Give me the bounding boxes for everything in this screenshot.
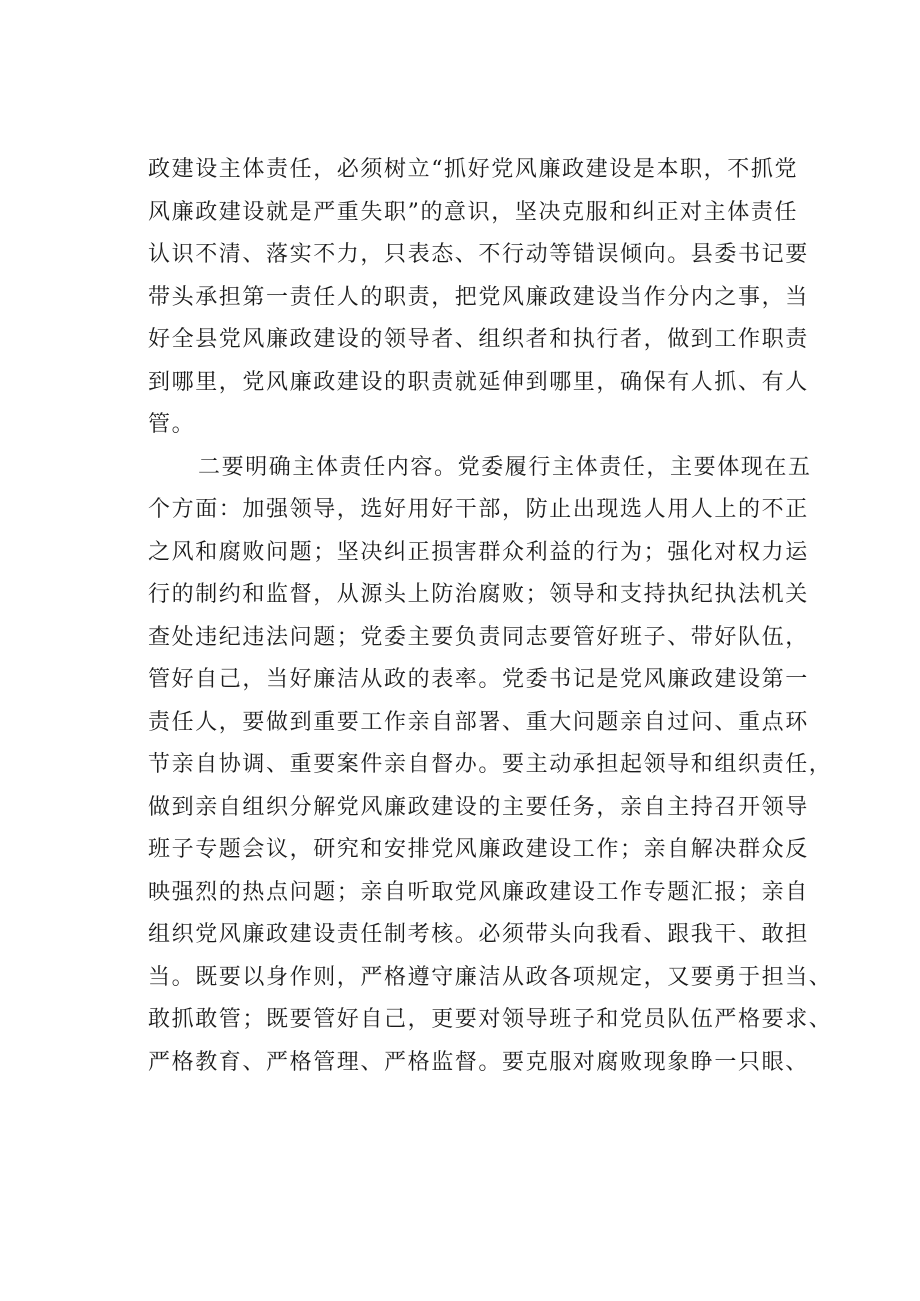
text-line-8-paragraph-start: 二要明确主体责任内容。党委履行主体责任，主要体现在五	[198, 454, 812, 480]
text-line-17: 班子专题会议，研究和安排党风廉政建设工作；亲自解决群众反	[148, 837, 809, 862]
text-line-19: 组织党风廉政建设责任制考核。必须带头向我看、跟我干、敢担	[148, 922, 809, 947]
text-line-1: 政建设主体责任，必须树立“抓好党风廉政建设是本职，不抓党	[148, 157, 799, 182]
text-line-2: 风廉政建设就是严重失职”的意识，坚决克服和纠正对主体责任	[148, 199, 799, 225]
text-line-14: 责任人，要做到重要工作亲自部署、重大问题亲自过问、重点环	[148, 709, 809, 735]
text-line-16: 做到亲自组织分解党风廉政建设的主要任务，亲自主持召开领导	[148, 794, 809, 820]
text-line-9: 个方面：加强领导，选好用好干部，防止出现选人用人上的不正	[148, 497, 809, 522]
text-line-18: 映强烈的热点问题；亲自听取党风廉政建设工作专题汇报；亲自	[148, 879, 809, 905]
text-line-20: 当。既要以身作则，严格遵守廉洁从政各项规定，又要勇于担当、	[148, 964, 833, 990]
body-text	[148, 149, 833, 1084]
text-line-3: 认识不清、落实不力，只表态、不行动等错误倾向。县委书记要	[148, 242, 809, 267]
text-line-5: 好全县党风廉政建设的领导者、组织者和执行者，做到工作职责	[148, 327, 809, 352]
text-line-6: 到哪里，党风廉政建设的职责就延伸到哪里，确保有人抓、有人	[148, 369, 809, 395]
text-line-22: 严格教育、严格管理、严格监督。要克服对腐败现象睁一只眼、	[148, 1049, 809, 1075]
text-line-13: 管好自己，当好廉洁从政的表率。党委书记是党风廉政建设第一	[148, 667, 809, 692]
text-line-15: 节亲自协调、重要案件亲自督办。要主动承担起领导和组织责任，	[148, 752, 833, 777]
text-line-10: 之风和腐败问题；坚决纠正损害群众利益的行为；强化对权力运	[148, 539, 809, 565]
text-line-7: 管。	[148, 412, 196, 437]
text-line-12: 查处违纪违法问题；党委主要负责同志要管好班子、带好队伍，	[148, 624, 809, 650]
text-line-4: 带头承担第一责任人的职责，把党风廉政建设当作分内之事，当	[148, 284, 809, 310]
text-line-11: 行的制约和监督，从源头上防治腐败；领导和支持执纪执法机关	[148, 582, 809, 607]
text-line-21: 敢抓敢管；既要管好自己，更要对领导班子和党员队伍严格要求、	[148, 1007, 833, 1032]
